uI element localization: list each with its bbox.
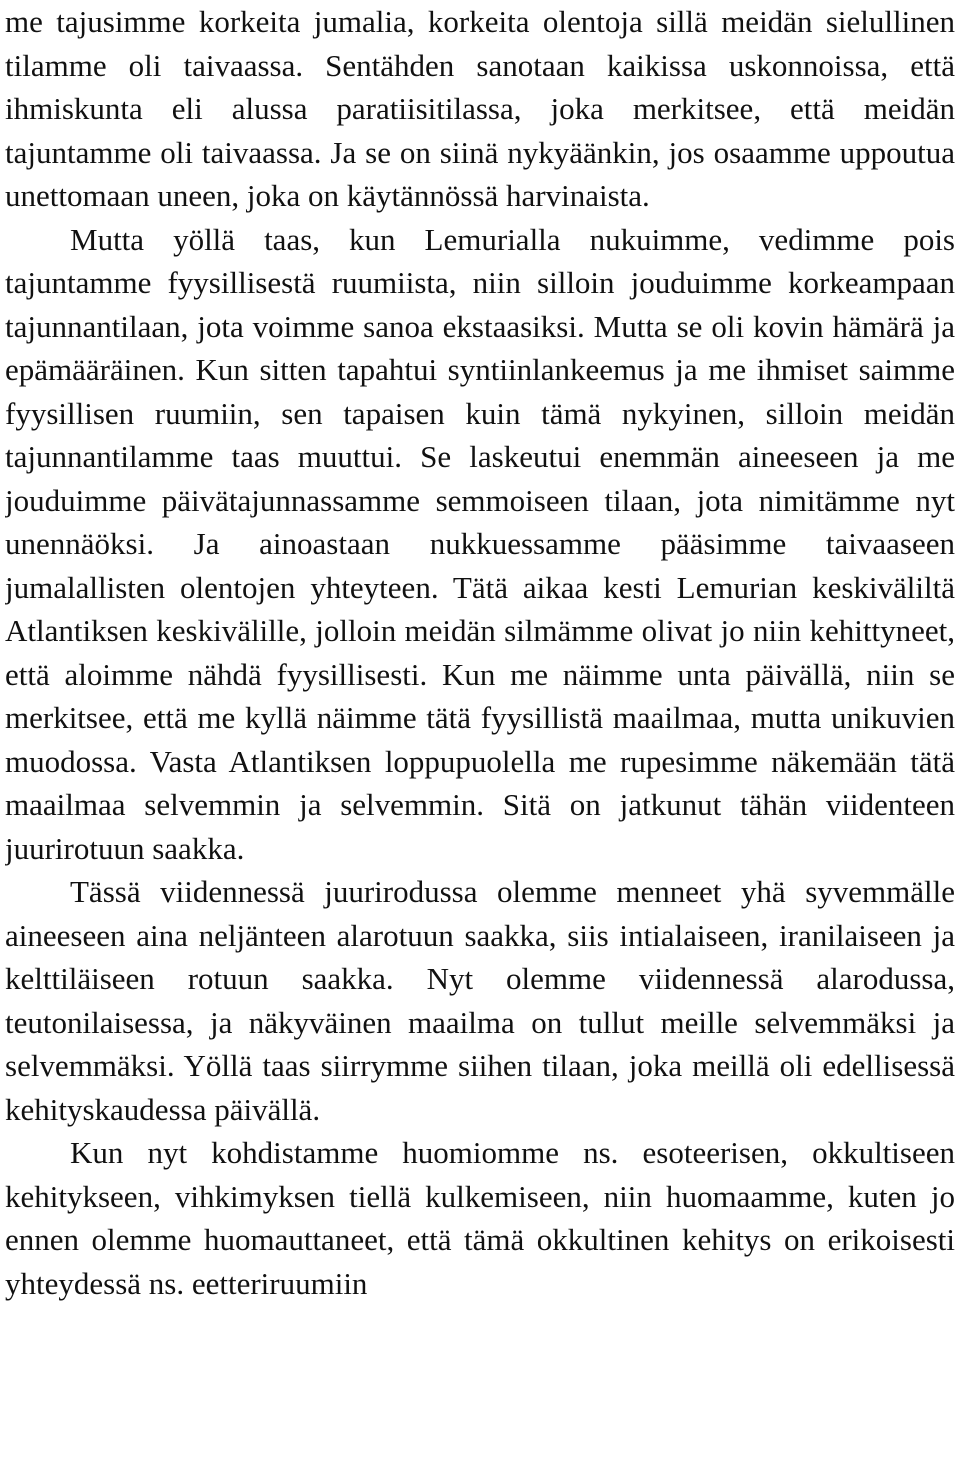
- paragraph-3: Tässä viidennessä juurirodussa olemme menneet yhä syvemmälle aineeseen aina neljänteen alarotuun saakka, siis intialaiseen, iranilaiseen ja kelttiläiseen rotuun saakka. Nyt olemme viidennessä alarodussa, teutonilaisessa, ja näkyväinen maailma on tullut meille selvemmäksi ja selvemmäksi. Yöllä taas siirrymme siihen tilaan, joka meillä oli edellisessä kehityskaudessa päivällä.: [5, 874, 955, 1127]
- paragraph-2: Mutta yöllä taas, kun Lemurialla nukuimme, vedimme pois tajuntamme fyysillisestä ruumiista, niin silloin jouduimme korkeampaan tajunnantilaan, jota voimme sanoa ekstaasiksi. Mutta se oli kovin hämärä ja epämääräinen. Kun sitten tapahtui syntiinlankeemus ja me ihmiset saimme fyysillisen ruumiin, sen tapaisen kuin tämä nykyinen, silloin meidän tajunnantilamme taas muuttui. Se laskeutui enemmän aineeseen ja me jouduimme päivätajunnassamme semmoiseen tilaan, jota nimitämme nyt unennäöksi. Ja ainoastaan nukkuessamme pääsimme taivaaseen jumalallisten olentojen yhteyteen. Tätä aikaa kesti Lemurian keskiväliltä Atlantiksen keskivälille, jolloin meidän silmämme olivat jo niin kehittyneet, että aloimme nähdä fyysillisesti. Kun me näimme unta päivällä, niin se merkitsee, että me kyllä näimme tätä fyysillistä maailmaa, mutta unikuvien muodossa. Vasta Atlantiksen loppupuolella me rupesimme näkemään tätä maailmaa selvemmin ja selvemmin. Sitä on jatkunut tähän viidenteen juurirotuun saakka.: [5, 221, 955, 866]
- document-page: [5, 0, 955, 1467]
- paragraph-1: me tajusimme korkeita jumalia, korkeita olentoja sillä meidän sielullinen tilamme oli taivaassa. Sentähden sanotaan kaikissa uskonnoissa, että ihmiskunta eli alussa paratiisitilassa, joka merkitsee, että meidän tajuntamme oli taivaassa. Ja se on siinä nykyäänkin, jos osaamme uppoutua unettomaan uneen, joka on käytännössä harvinaista.: [5, 4, 955, 213]
- paragraph-4: Kun nyt kohdistamme huomiomme ns. esoteerisen, okkultiseen kehitykseen, vihkimyksen tiellä kulkemiseen, niin huomaamme, kuten jo ennen olemme huomauttaneet, että tämä okkultinen kehitys on erikoisesti yhteydessä ns. eetteriruumiin: [5, 1135, 955, 1301]
